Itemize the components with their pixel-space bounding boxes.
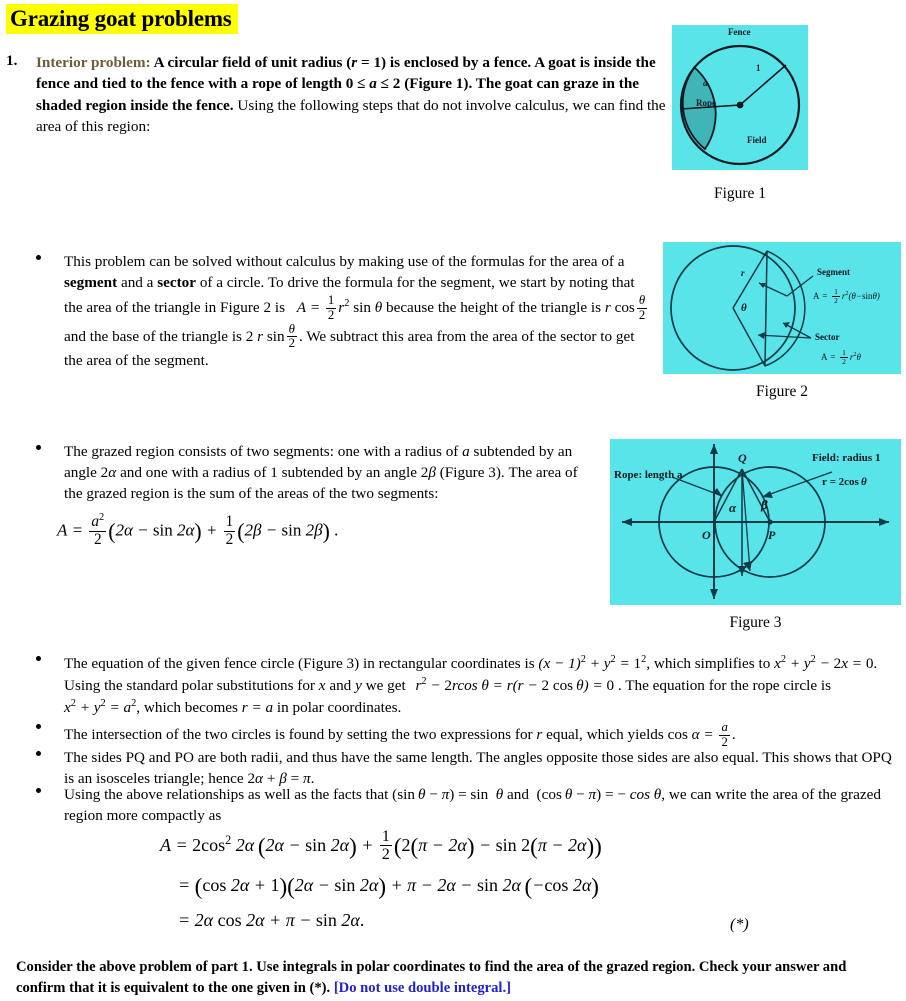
item-1-bold-a: A circular field of unit radius ( bbox=[150, 54, 352, 71]
bullet-2-text: The grazed region consists of two segments: one with a radius of a subtended by an angle 2α and one with a radius of 1 subtended by an angle 2β (Figure 3). The area of the grazed region is the sum of the areas of the two segments: bbox=[64, 443, 578, 502]
var-alpha: α bbox=[108, 463, 117, 481]
triangle-base-formula: 2 r sin $\frac{\theta}{2}$ . bbox=[245, 321, 303, 351]
segment-OQ bbox=[714, 469, 742, 522]
fence-label: Fence bbox=[728, 27, 751, 37]
equation-line-1: $A = 2\cos^2$ 2α (2α − sin 2α) + $\frac{1}{2}$ (2(π − 2α) − sin 2(π − 2α)) bbox=[160, 828, 602, 864]
field-radius-label: Field: radius 1 bbox=[812, 452, 881, 464]
rope-polar-eq: r = a bbox=[241, 699, 274, 717]
equation-star-marker: (*) bbox=[730, 916, 749, 933]
var-beta: β bbox=[428, 463, 436, 481]
item-1-text bbox=[36, 52, 666, 137]
chord-line bbox=[765, 251, 767, 366]
bullet-item-4 bbox=[36, 721, 892, 750]
equation-line-2: = (cos 2α + 1)(2α − sin 2α) + π − 2α − sin 2α (−cos 2α) bbox=[178, 873, 599, 900]
segment-arc bbox=[765, 251, 805, 366]
figure-3-caption: Figure 3 bbox=[729, 614, 782, 631]
point-Q-label: Q bbox=[738, 451, 747, 465]
page-title-container bbox=[6, 4, 238, 34]
bullet-1-text bbox=[64, 252, 656, 372]
bullet-1-part-a: This problem can be solved without calculus by making use of the formulas for the area of a bbox=[64, 253, 625, 270]
radius-r-line bbox=[733, 251, 767, 308]
y-axis-arrow-up bbox=[710, 444, 718, 454]
item-1-bold-b: = 1) is enclosed by a fence. A goat is inside the fence and tied to the fence with a rope of length 0 ≤ bbox=[36, 54, 656, 93]
figure-1-caption: Figure 1 bbox=[713, 185, 767, 202]
bullet-item-3 bbox=[36, 653, 892, 719]
bullet-1-part-d: because the height of the triangle is bbox=[382, 299, 602, 317]
angle-beta-label: β bbox=[761, 497, 768, 512]
item-1-bold-c: ≤ 2 (Figure 1). The goat can graze in the shaded region inside the fence. bbox=[36, 75, 640, 114]
bullet-1-part-e: and the base of the triangle is bbox=[64, 327, 242, 345]
interior-problem-label: Interior problem: bbox=[36, 54, 151, 71]
sector-keyword: sector bbox=[157, 273, 197, 291]
item-1-plain-tail: Using the following steps that do not involve calculus, we can find the area of this region: bbox=[36, 96, 666, 135]
bullet-dot-icon bbox=[36, 751, 41, 756]
sector-area-formula: A = $\frac{1}{2}$ $r^2\theta$ bbox=[821, 348, 861, 367]
point-P-label: P bbox=[768, 528, 776, 542]
bullet-item-6 bbox=[36, 785, 892, 827]
figure-2-image bbox=[663, 242, 901, 374]
grazed-area-formula: A = $\frac{a^2}{2}$ (2α − sin 2α) + $\frac{1}{2}$ (2β − sin 2β) . bbox=[57, 512, 339, 548]
var-a: a bbox=[462, 443, 470, 460]
figure-2-caption: Figure 2 bbox=[755, 383, 809, 400]
x-axis-arrow-left bbox=[622, 518, 632, 526]
closing-text: Consider the above problem of part 1. Use integrals in polar coordinates to find the area of the grazed region. Check your answer and confirm that it is equivalent to the one given in (*). bbox=[16, 959, 847, 996]
problem-item-1 bbox=[6, 52, 666, 137]
figure-2-drawing bbox=[663, 242, 901, 374]
bullet-1-part-c: of a circle. To drive the formula for the segment, we start by noting that the area of the triangle in Figure 2 is bbox=[64, 273, 635, 317]
radius-r-label: r bbox=[741, 268, 745, 278]
equation-line-3: = 2α cos 2α + π − sin 2α. bbox=[178, 910, 365, 931]
bullet-dot-icon bbox=[36, 656, 41, 661]
bullet-item-1 bbox=[36, 252, 656, 372]
center-point bbox=[737, 102, 744, 109]
bullet-3-text: The equation of the given fence circle (Figure 3) in rectangular coordinates is $(x - 1)^2 + y^2 = 1^2$, which simplifies to $x^2 + y^2 - 2x = 0$. Using the standard polar substitutions for x and y we get $r^2 - 2rcos$ θ = r(r − 2 cos θ) = 0 . The equation for the rope circle is $x^2 + y^2 = a^2$, which becomes r = a in polar coordinates. bbox=[64, 654, 878, 717]
x-axis-arrow-right bbox=[879, 518, 889, 526]
fence-circle-simplified-eq: $x^2 + y^2 - 2x = 0$ bbox=[774, 654, 874, 673]
closing-instruction bbox=[16, 957, 888, 998]
figure-1-image bbox=[672, 25, 808, 170]
theta-angle-label: θ bbox=[741, 302, 747, 314]
segment-area-formula: A = $\frac{1}{2}$ $r^2(\theta-\sin\theta)$ bbox=[813, 287, 880, 306]
rope-length-a-label: a bbox=[703, 78, 708, 88]
bullet-dot-icon bbox=[36, 788, 41, 793]
item-1-var-r: r bbox=[351, 54, 358, 71]
rope-circle-eq: $x^2 + y^2 = a^2$ bbox=[64, 698, 137, 717]
page-title: Grazing goat problems bbox=[6, 4, 238, 34]
rope-length-label: Rope: length a bbox=[614, 469, 683, 481]
segment-keyword: segment bbox=[64, 273, 118, 291]
item-1-var-a: a bbox=[369, 75, 377, 93]
bullet-item-5 bbox=[36, 748, 892, 790]
cos-alpha-eq: cos α = $\frac{a}{2}$ . bbox=[667, 720, 736, 749]
arrow-head-3 bbox=[758, 332, 765, 339]
item-number: 1. bbox=[6, 52, 18, 69]
segment-label: Segment bbox=[817, 267, 850, 277]
bullet-5-text: The sides PQ and PO are both radii, and thus have the same length. The angles opposite those sides are also equal. This shows that OPQ is an isosceles triangle; hence 2α + β = π. bbox=[64, 749, 892, 787]
y-axis-arrow-down bbox=[710, 589, 718, 599]
field-label: Field bbox=[747, 135, 767, 145]
radius-line bbox=[740, 65, 786, 105]
pointer-to-arc bbox=[742, 469, 750, 571]
point-O-label: O bbox=[702, 528, 711, 542]
bullet-1-part-b: and a bbox=[117, 273, 158, 291]
closing-bracket-note: [Do not use double integral.] bbox=[333, 979, 511, 996]
arrow-head-2 bbox=[783, 322, 790, 328]
angle-alpha-label: α bbox=[729, 500, 737, 515]
point-P bbox=[767, 519, 772, 524]
rope-label: Rope bbox=[696, 98, 716, 108]
bullet-dot-icon bbox=[36, 445, 41, 450]
bullet-dot-icon bbox=[36, 724, 41, 729]
triangle-height-formula: r cos $\frac{\theta}{2}$ bbox=[604, 292, 646, 322]
polar-substitution-eq: $r^2 - 2rcos$ θ = r(r − 2 cos θ) = 0 bbox=[415, 676, 615, 695]
bullet-dot-icon bbox=[36, 255, 41, 260]
triangle-area-formula: A = $\frac{1}{2}$ $r^2$ sin θ bbox=[296, 292, 383, 322]
radius-one-label: 1 bbox=[756, 63, 761, 73]
bullet-4-text: The intersection of the two circles is found by setting the two expressions for r equal, which yields cos α = $\frac{a}{2}$ . bbox=[64, 720, 736, 749]
fence-circle-rect-eq: $(x - 1)^2 + y^2 = 1^2$ bbox=[538, 654, 647, 673]
sector-label: Sector bbox=[815, 332, 840, 342]
figure-3-image bbox=[610, 439, 901, 605]
polar-equation-label: r = 2cos θ bbox=[822, 476, 867, 488]
figure-1-drawing bbox=[672, 25, 808, 170]
final-equation-block bbox=[160, 828, 602, 941]
bullet-item-2 bbox=[36, 442, 598, 505]
bullet-6-text: Using the above relationships as well as the facts that (sin θ − π) = sin θ and (cos θ − π) = − cos θ, we can write the area of the grazed region more compactly as bbox=[64, 786, 881, 824]
bullet-1-part-f: We subtract this area from the area of the sector to get the area of the segment. bbox=[64, 327, 635, 370]
radius-lower-line bbox=[733, 308, 765, 366]
